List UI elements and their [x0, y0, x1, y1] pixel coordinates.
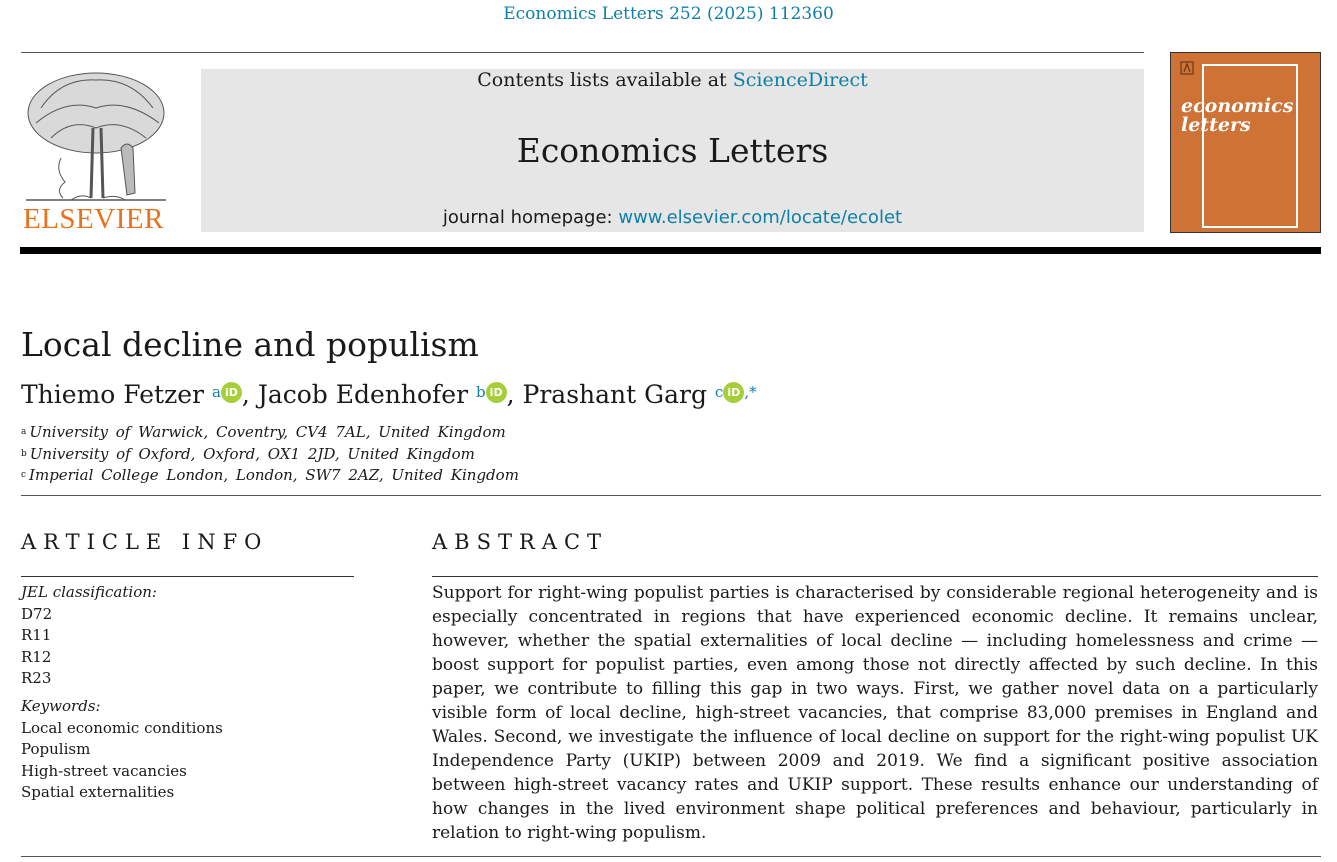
author-separator: , [241, 380, 250, 409]
sciencedirect-link[interactable]: ScienceDirect [732, 69, 868, 91]
affiliation-label: a [21, 427, 27, 437]
affiliation-mark[interactable]: c [714, 383, 724, 401]
article-info-panel [21, 582, 223, 804]
jel-code: D72 [21, 604, 53, 623]
author-list [21, 380, 757, 409]
orcid-icon[interactable]: iD [723, 382, 744, 403]
author-name[interactable]: Jacob Edenhofer [257, 380, 469, 409]
elsevier-mini-logo-icon [1180, 61, 1194, 75]
affiliation-label: b [21, 448, 27, 459]
affiliation-text: Imperial College London, London, SW7 2AZ, United Kingdom [29, 466, 519, 484]
corresponding-author-mark[interactable]: ,* [744, 383, 757, 401]
affiliation-mark[interactable]: a [211, 383, 221, 401]
keyword-item: Local economic conditions [21, 718, 223, 737]
orcid-icon[interactable]: iD [221, 382, 242, 403]
journal-citation[interactable] [0, 4, 1337, 24]
author-name[interactable]: Thiemo Fetzer [21, 380, 205, 409]
elsevier-wordmark: ELSEVIER [23, 203, 164, 235]
jel-code: R23 [21, 669, 52, 688]
journal-cover[interactable] [1170, 52, 1321, 233]
journal-name: Economics Letters [516, 131, 829, 170]
jel-label: JEL classification: [21, 583, 157, 601]
abstract-heading: ABSTRACT [432, 530, 609, 554]
orcid-icon[interactable]: iD [486, 382, 507, 403]
jel-code: R11 [21, 626, 52, 645]
homepage-line [201, 207, 1144, 228]
affiliation-mark[interactable]: b [476, 383, 486, 401]
section-rule [21, 495, 1321, 496]
affiliation-item [21, 444, 519, 466]
cover-title [1181, 97, 1293, 135]
author-name[interactable]: Prashant Garg [522, 380, 707, 409]
affiliation-label: c [21, 470, 27, 480]
affiliation-text: University of Warwick, Coventry, CV4 7AL, United Kingdom [29, 423, 506, 441]
keyword-item: High-street vacancies [21, 761, 187, 780]
affiliations [21, 422, 519, 487]
header-rule [21, 52, 1144, 53]
homepage-prefix: journal homepage: [442, 207, 613, 228]
affiliation-item [21, 465, 519, 487]
homepage-link[interactable]: www.elsevier.com/locate/ecolet [618, 207, 903, 228]
footer-rule [21, 856, 1321, 857]
journal-banner [201, 69, 1144, 232]
affiliation-item [21, 422, 519, 444]
jel-code: R12 [21, 647, 52, 666]
affiliation-text: University of Oxford, Oxford, OX1 2JD, United Kingdom [29, 444, 475, 463]
contents-prefix: Contents lists available at [477, 69, 727, 91]
contents-line [201, 69, 1144, 91]
author-separator: , [506, 380, 515, 409]
cover-frame [1202, 64, 1298, 228]
keyword-item: Spatial externalities [21, 783, 175, 802]
abstract-text: Support for right-wing populist parties is characterised by considerable regional heterogeneity and is especially concentrated in regions that have experienced economic decline. It remains unclear, however, whether the spatial externalities of local decline — including homelessness and crime — boost support for populist parties, even among those not directly affected by such decline. In this paper, we contribute to filling this gap in two ways. First, we gather novel data on a particularly visible form of local decline, high-street vacancies, that comprise 83,000 premises in England and Wales. Second, we investigate the influence of local decline on support for the right-wing populist UK Independence Party (UKIP) between 2009 and 2019. We find a significant positive association between high-street vacancy rates and UKIP support. These results enhance our understanding of how changes in the lived environment shape political preferences and behaviour, particularly in relation to right-wing populism. [432, 583, 1318, 843]
article-info-rule [21, 576, 354, 577]
keyword-item: Populism [21, 740, 91, 759]
abstract-rule [432, 576, 1318, 577]
citation-link[interactable]: Economics Letters 252 (2025) 112360 [503, 4, 834, 24]
cover-title-line2: letters [1181, 114, 1251, 136]
article-info-heading: ARTICLE INFO [21, 530, 269, 554]
cover-title-line1: economics [1181, 95, 1294, 117]
keywords-label: Keywords: [21, 696, 101, 715]
thick-rule [20, 247, 1321, 254]
article-title: Local decline and populism [21, 325, 479, 364]
